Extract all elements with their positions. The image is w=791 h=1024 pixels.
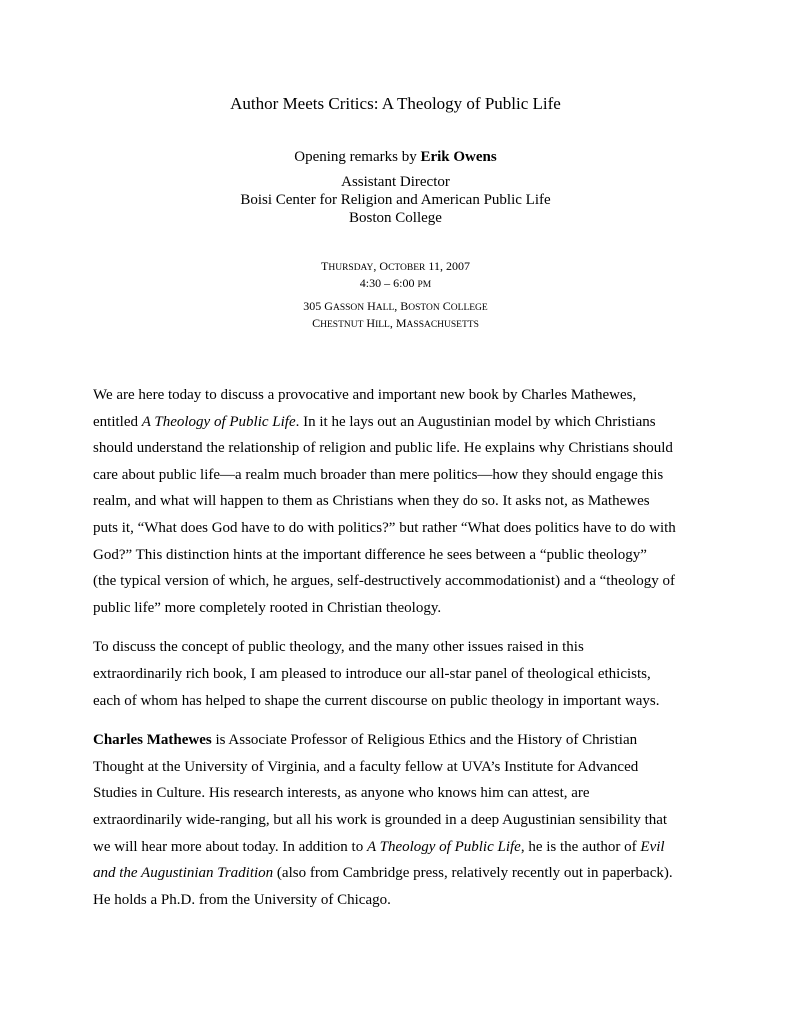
paragraph-mathewes: Charles Mathewes is Associate Professor of Religious Ethics and the History of Christian Thought at the University of Virginia, and a faculty fellow at UVA’s Institute for Advanced Studies in Culture. His research interests, as anyone who knows him can attest, are extraordinarily wide-ranging, but all his work is grounded in a deep Augustinian sensibility that we will hear more about today. In addition to A Theology of Public Life, he is the author of Evil and the Augustinian Tradition (also from Cambridge press, relatively recently out in paperback). He holds a Ph.D. from the University of Chicago. (93, 732, 673, 908)
event-details (0, 259, 791, 333)
paragraph-intro: We are here today to discuss a provocative and important new book by Charles Mathewes, entitled A Theology of Public Life. In it he lays out an Augustinian model by which Christians should understand the relationship of religion and public life. He explains why Christians should care about public life—a realm much broader than mere politics—how they should engage this realm, and what will happen to them as Christians when they do so. It asks not, as Mathewes puts it, “What does God have to do with politics?” but rather “What does politics have to do with God?” This distinction hints at the important difference he sees between a “public theology” (the typical version of which, he argues, self-destructively accommodationist) and a “theology of public life” more completely rooted in Christian theology. (93, 387, 676, 616)
event-venue: 305 GASSON HALL, BOSTON COLLEGE (303, 299, 488, 313)
opening-remarks-line (0, 148, 791, 166)
panelist-name: Charles Mathewes (93, 732, 212, 749)
book-title: A Theology of Public Life (141, 413, 296, 430)
event-date: THURSDAY, OCTOBER 11, 2007 (321, 259, 470, 273)
book-title: Evil (640, 838, 665, 855)
event-location: CHESTNUT HILL, MASSACHUSETTS (312, 316, 479, 330)
speaker-role: Assistant Director (341, 174, 450, 190)
paragraph-panel: To discuss the concept of public theology, and the many other issues raised in this extraordinarily rich book, I am pleased to introduce our all-star panel of theological ethicists, each of whom has helped to shape the current discourse on public theology in important ways. (93, 639, 660, 709)
document-title: Author Meets Critics: A Theology of Public Life (230, 94, 561, 113)
book-title: A Theology of Public Life (366, 838, 521, 855)
opening-remarks-block (0, 148, 791, 227)
body-text (93, 382, 703, 926)
speaker-org: Boisi Center for Religion and American Public Life (240, 192, 551, 208)
event-time: 4:30 – 6:00 PM (359, 276, 432, 290)
speaker-institution: Boston College (349, 210, 442, 226)
opening-prefix: Opening remarks by (294, 149, 421, 165)
book-title: and the Augustinian Tradition (93, 865, 274, 882)
speaker-name: Erik Owens (420, 149, 497, 165)
